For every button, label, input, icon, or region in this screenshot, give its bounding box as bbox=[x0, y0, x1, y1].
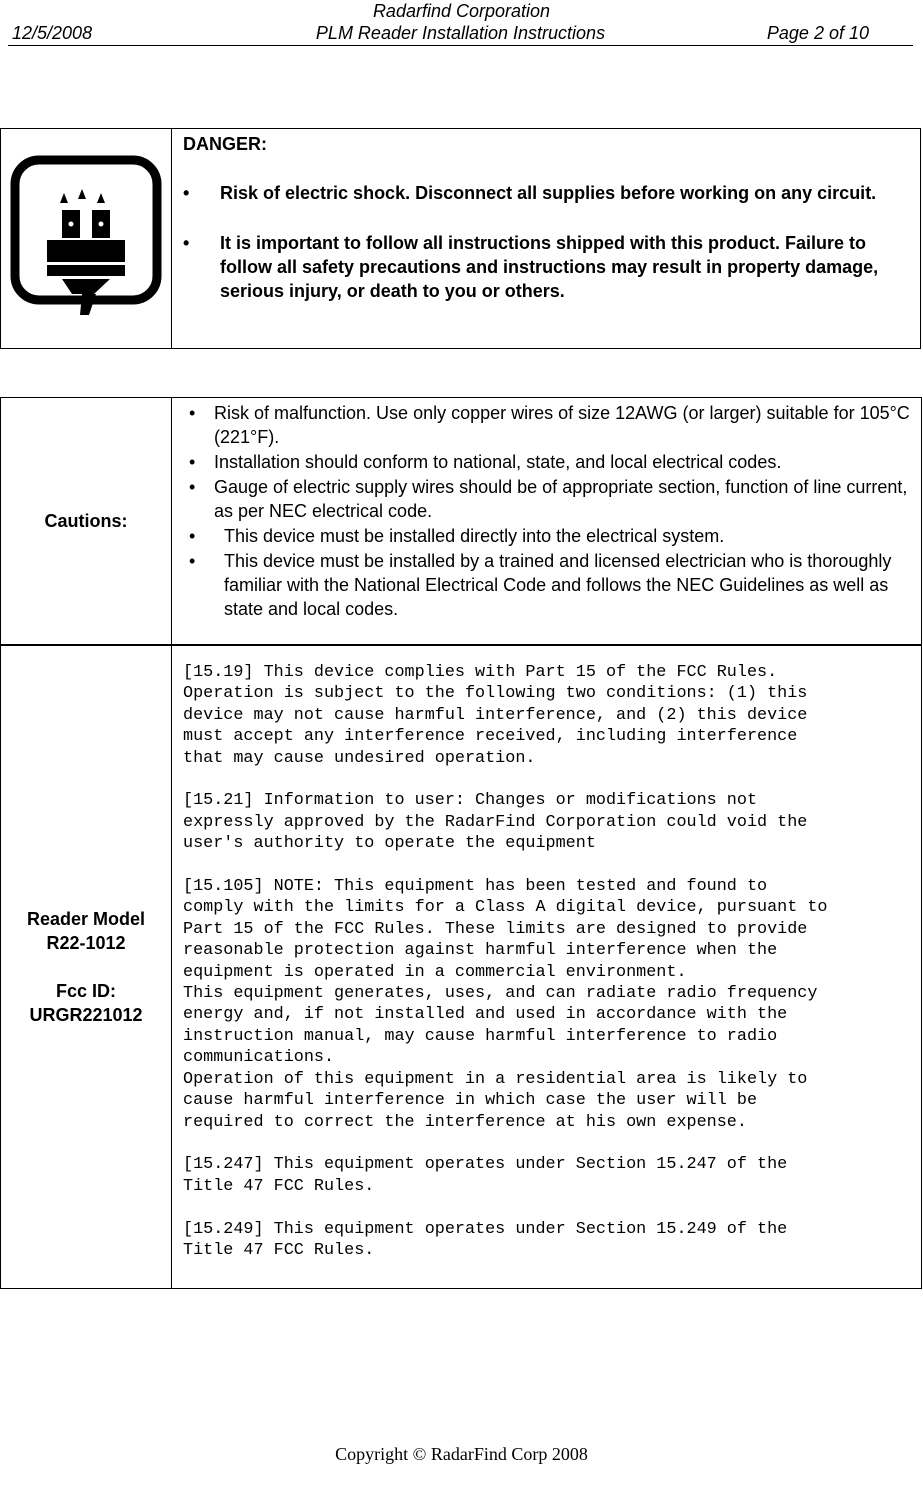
danger-icon-cell bbox=[1, 129, 172, 349]
danger-box bbox=[0, 128, 921, 349]
cautions-label: Cautions: bbox=[1, 398, 172, 645]
danger-list bbox=[183, 181, 910, 303]
fcc-paragraph: [15.105] NOTE: This equipment has been tested and found to comply with the limits for a Class A digital device, pursuant to Part 15 of the FCC Rules. These limits are designed to provide reasonable protection against harmful interference when the equipment is operated in a commercial environment. This equipment generates, uses, and can radiate radio frequency energy and, if not installed and used in accordance with the instruction manual, may cause harmful interference to radio communications. Operation of this equipment in a residential area is likely to cause harmful interference in which case the user will be required to correct the interference at his own expense. bbox=[183, 877, 828, 1132]
caution-item: • This device must be installed directly into the electrical system. bbox=[183, 524, 911, 548]
fcc-id-label: Fcc ID: bbox=[55, 981, 116, 1001]
cautions-text-cell bbox=[172, 398, 922, 645]
cautions-box bbox=[0, 397, 922, 645]
header-title: PLM Reader Installation Instructions bbox=[315, 23, 606, 43]
fcc-text-cell bbox=[172, 646, 922, 1289]
cautions-list bbox=[183, 401, 911, 621]
fcc-paragraph: [15.247] This equipment operates under Section 15.247 of the Title 47 FCC Rules. bbox=[183, 1155, 788, 1196]
danger-item: • Risk of electric shock. Disconnect all supplies before working on any circuit. bbox=[183, 181, 910, 205]
header-date: 12/5/2008 bbox=[12, 23, 93, 43]
caution-item: • Risk of malfunction. Use only copper wires of size 12AWG (or larger) suitable for 105°C (221°F). bbox=[183, 401, 911, 449]
fcc-label-cell bbox=[1, 646, 172, 1289]
danger-item: • It is important to follow all instructions shipped with this product. Failure to follow all safety precautions and instructions may result in property damage, serious injury, or death to you or others. bbox=[183, 231, 910, 303]
page-header bbox=[8, 22, 913, 46]
electric-plug-icon bbox=[10, 155, 162, 317]
header-company: Radarfind Corporation bbox=[372, 1, 551, 21]
danger-title: DANGER: bbox=[183, 134, 267, 154]
caution-item: • Installation should conform to national, state, and local electrical codes. bbox=[183, 450, 911, 474]
fcc-id-value: URGR221012 bbox=[29, 1005, 143, 1025]
reader-model-number: R22-1012 bbox=[46, 933, 126, 953]
danger-text-cell bbox=[172, 129, 921, 349]
page-footer: Copyright © RadarFind Corp 2008 bbox=[335, 1444, 588, 1464]
header-page-number: Page 2 of 10 bbox=[766, 23, 869, 43]
caution-item: • Gauge of electric supply wires should be of appropriate section, function of line current, as per NEC electrical code. bbox=[183, 475, 911, 523]
reader-model-label: Reader Model bbox=[26, 909, 146, 929]
fcc-box bbox=[0, 645, 922, 1289]
caution-item: • This device must be installed by a trained and licensed electrician who is thoroughly familiar with the National Electrical Code and follows the NEC Guidelines as well as state and local codes. bbox=[183, 549, 911, 621]
fcc-paragraph: [15.249] This equipment operates under Section 15.249 of the Title 47 FCC Rules. bbox=[183, 1219, 788, 1260]
fcc-paragraph: [15.21] Information to user: Changes or modifications not expressly approved by the RadarFind Corporation could void the user's authority to operate the equipment bbox=[183, 791, 808, 854]
fcc-paragraph: [15.19] This device complies with Part 15 of the FCC Rules. Operation is subject to the following two conditions: (1) this device may not cause harmful interference, and (2) this device must accept any interference received, including interference that may cause undesired operation. bbox=[183, 663, 808, 768]
